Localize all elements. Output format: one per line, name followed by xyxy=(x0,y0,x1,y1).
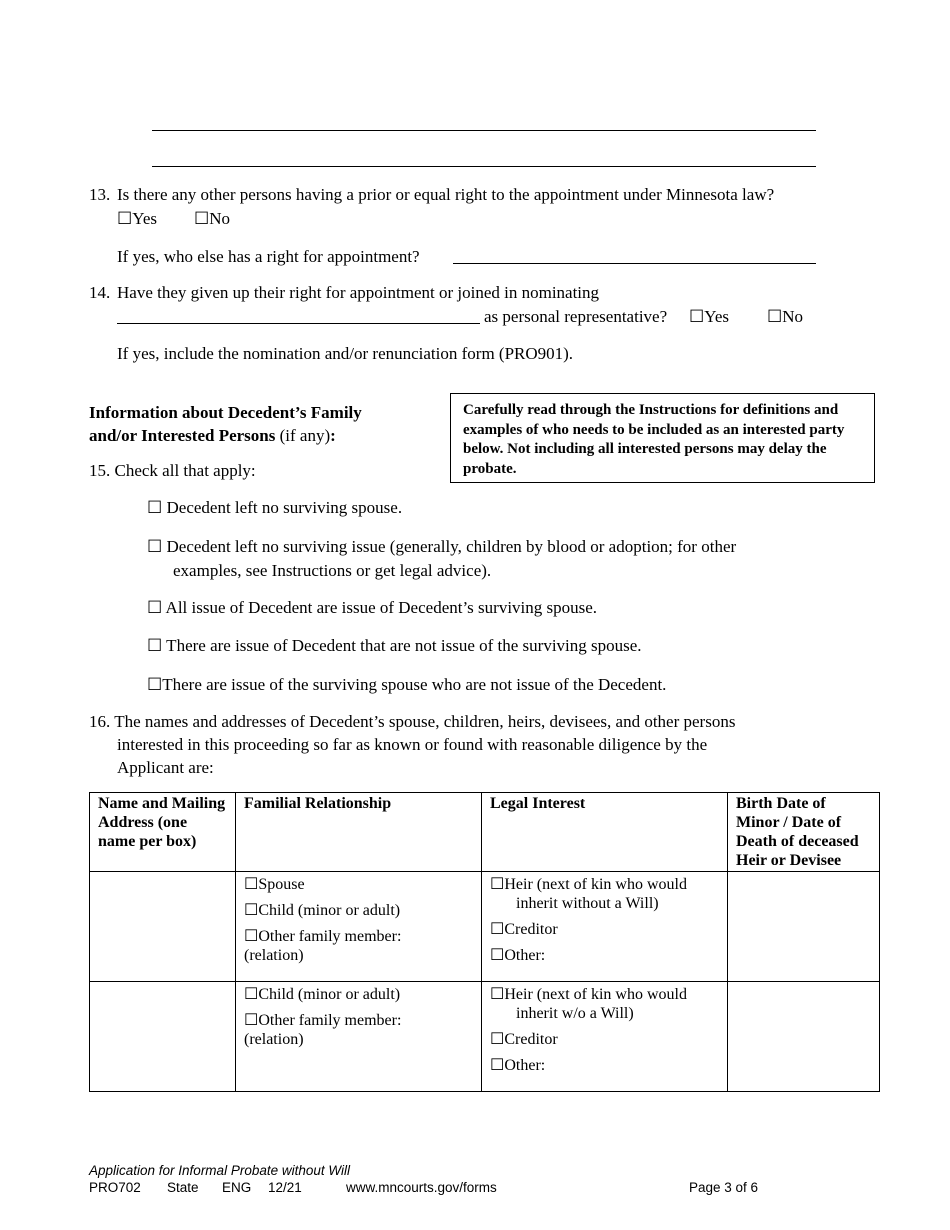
rel-other-checkbox[interactable]: ☐Other family member: (relation) xyxy=(244,1012,402,1048)
legal-other-checkbox[interactable]: ☐Other: xyxy=(490,1057,546,1074)
header-familial-relationship: Familial Relationship xyxy=(236,793,482,872)
q14-note: If yes, include the nomination and/or renunciation form (PRO901). xyxy=(117,344,574,363)
answer-line-2[interactable] xyxy=(152,166,816,167)
footer-state: State xyxy=(167,1180,199,1195)
q16-line2: interested in this proceeding so far as known or found with reasonable diligence by the xyxy=(117,735,708,754)
notice-text: Carefully read through the Instructions for definitions and examples of who needs to be included as an interested party below. Not including all interested persons may delay the probate. xyxy=(463,402,845,477)
header-legal-interest: Legal Interest xyxy=(482,793,728,872)
q15-option-no-spouse[interactable]: ☐ Decedent left no surviving spouse. xyxy=(147,498,403,517)
table-row xyxy=(90,982,880,1092)
legal-other-checkbox[interactable]: ☐Other: xyxy=(490,947,546,964)
legal-heir-checkbox[interactable]: ☐Heir (next of kin who would xyxy=(490,876,687,893)
footer-form-number: PRO702 xyxy=(89,1180,141,1195)
interested-persons-table xyxy=(89,792,880,1092)
q15-option-spouse-issue[interactable]: ☐There are issue of the surviving spouse who are not issue of the Decedent. xyxy=(147,675,667,694)
footer-page-number: Page 3 of 6 xyxy=(689,1180,759,1195)
answer-line-1[interactable] xyxy=(152,130,816,131)
q13-followup: If yes, who else has a right for appointment? xyxy=(117,247,420,266)
cell-name-address[interactable] xyxy=(90,872,236,982)
q15-option-all-issue[interactable]: ☐ All issue of Decedent are issue of Decedent’s surviving spouse. xyxy=(147,598,598,617)
table-row xyxy=(90,872,880,982)
rel-child-checkbox[interactable]: ☐Child (minor or adult) xyxy=(244,986,401,1003)
legal-creditor-checkbox[interactable]: ☐Creditor xyxy=(490,1031,558,1048)
cell-legal-interest xyxy=(482,872,728,982)
q14-nominee-line[interactable] xyxy=(117,323,480,324)
q15-label: 15. Check all that apply: xyxy=(89,461,256,480)
q13-question: Is there any other persons having a prior or equal right to the appointment under Minnesota law? xyxy=(117,185,775,204)
q14-suffix: as personal representative? xyxy=(484,307,668,326)
q13-yes-checkbox[interactable]: ☐Yes xyxy=(117,209,157,228)
q15-option-no-issue-cont: examples, see Instructions or get legal advice). xyxy=(173,561,492,580)
section-heading-bold: and/or Interested Persons xyxy=(89,426,276,445)
section-heading-line2 xyxy=(89,424,336,447)
legal-heir-cont: inherit without a Will) xyxy=(516,895,659,912)
footer-date: 12/21 xyxy=(268,1180,302,1195)
footer-language: ENG xyxy=(222,1180,252,1195)
q16-line1: 16. The names and addresses of Decedent’s spouse, children, heirs, devisees, and other persons xyxy=(89,712,736,731)
rel-spouse-checkbox[interactable]: ☐Spouse xyxy=(244,876,305,893)
legal-heir-checkbox[interactable]: ☐Heir (next of kin who would xyxy=(490,986,687,1003)
legal-creditor-checkbox[interactable]: ☐Creditor xyxy=(490,921,558,938)
cell-legal-interest xyxy=(482,982,728,1092)
q14-yes-checkbox[interactable]: ☐Yes xyxy=(689,307,729,326)
footer-url[interactable]: www.mncourts.gov/forms xyxy=(346,1180,497,1195)
instructions-notice xyxy=(450,393,875,483)
q13-number: 13. xyxy=(89,185,111,204)
q14-no-checkbox[interactable]: ☐No xyxy=(767,307,804,326)
table-header-row xyxy=(90,793,880,872)
cell-birth-death-date[interactable] xyxy=(728,872,880,982)
q14-question: Have they given up their right for appointment or joined in nominating xyxy=(117,283,600,302)
q14-number: 14. xyxy=(89,283,111,302)
q15-option-no-issue[interactable]: ☐ Decedent left no surviving issue (generally, children by blood or adoption; for other xyxy=(147,537,737,556)
cell-name-address[interactable] xyxy=(90,982,236,1092)
header-name-address: Name and Mailing Address (one name per box) xyxy=(90,793,236,872)
cell-relationship xyxy=(236,872,482,982)
section-heading-line1: Information about Decedent’s Family xyxy=(89,403,362,422)
rel-other-checkbox[interactable]: ☐Other family member: (relation) xyxy=(244,928,402,964)
footer-title: Application for Informal Probate without Will xyxy=(89,1163,350,1178)
q13-followup-line[interactable] xyxy=(453,263,816,264)
header-birth-death-date: Birth Date of Minor / Date of Death of deceased Heir or Devisee xyxy=(728,793,880,872)
legal-heir-cont: inherit w/o a Will) xyxy=(516,1005,634,1022)
q13-no-checkbox[interactable]: ☐No xyxy=(194,209,231,228)
q16-line3: Applicant are: xyxy=(117,758,214,777)
cell-relationship xyxy=(236,982,482,1092)
q15-option-issue-not-spouse[interactable]: ☐ There are issue of Decedent that are not issue of the surviving spouse. xyxy=(147,636,642,655)
section-heading-colon: : xyxy=(330,426,336,445)
rel-child-checkbox[interactable]: ☐Child (minor or adult) xyxy=(244,902,401,919)
cell-birth-death-date[interactable] xyxy=(728,982,880,1092)
section-heading-ifany: (if any) xyxy=(275,426,331,445)
